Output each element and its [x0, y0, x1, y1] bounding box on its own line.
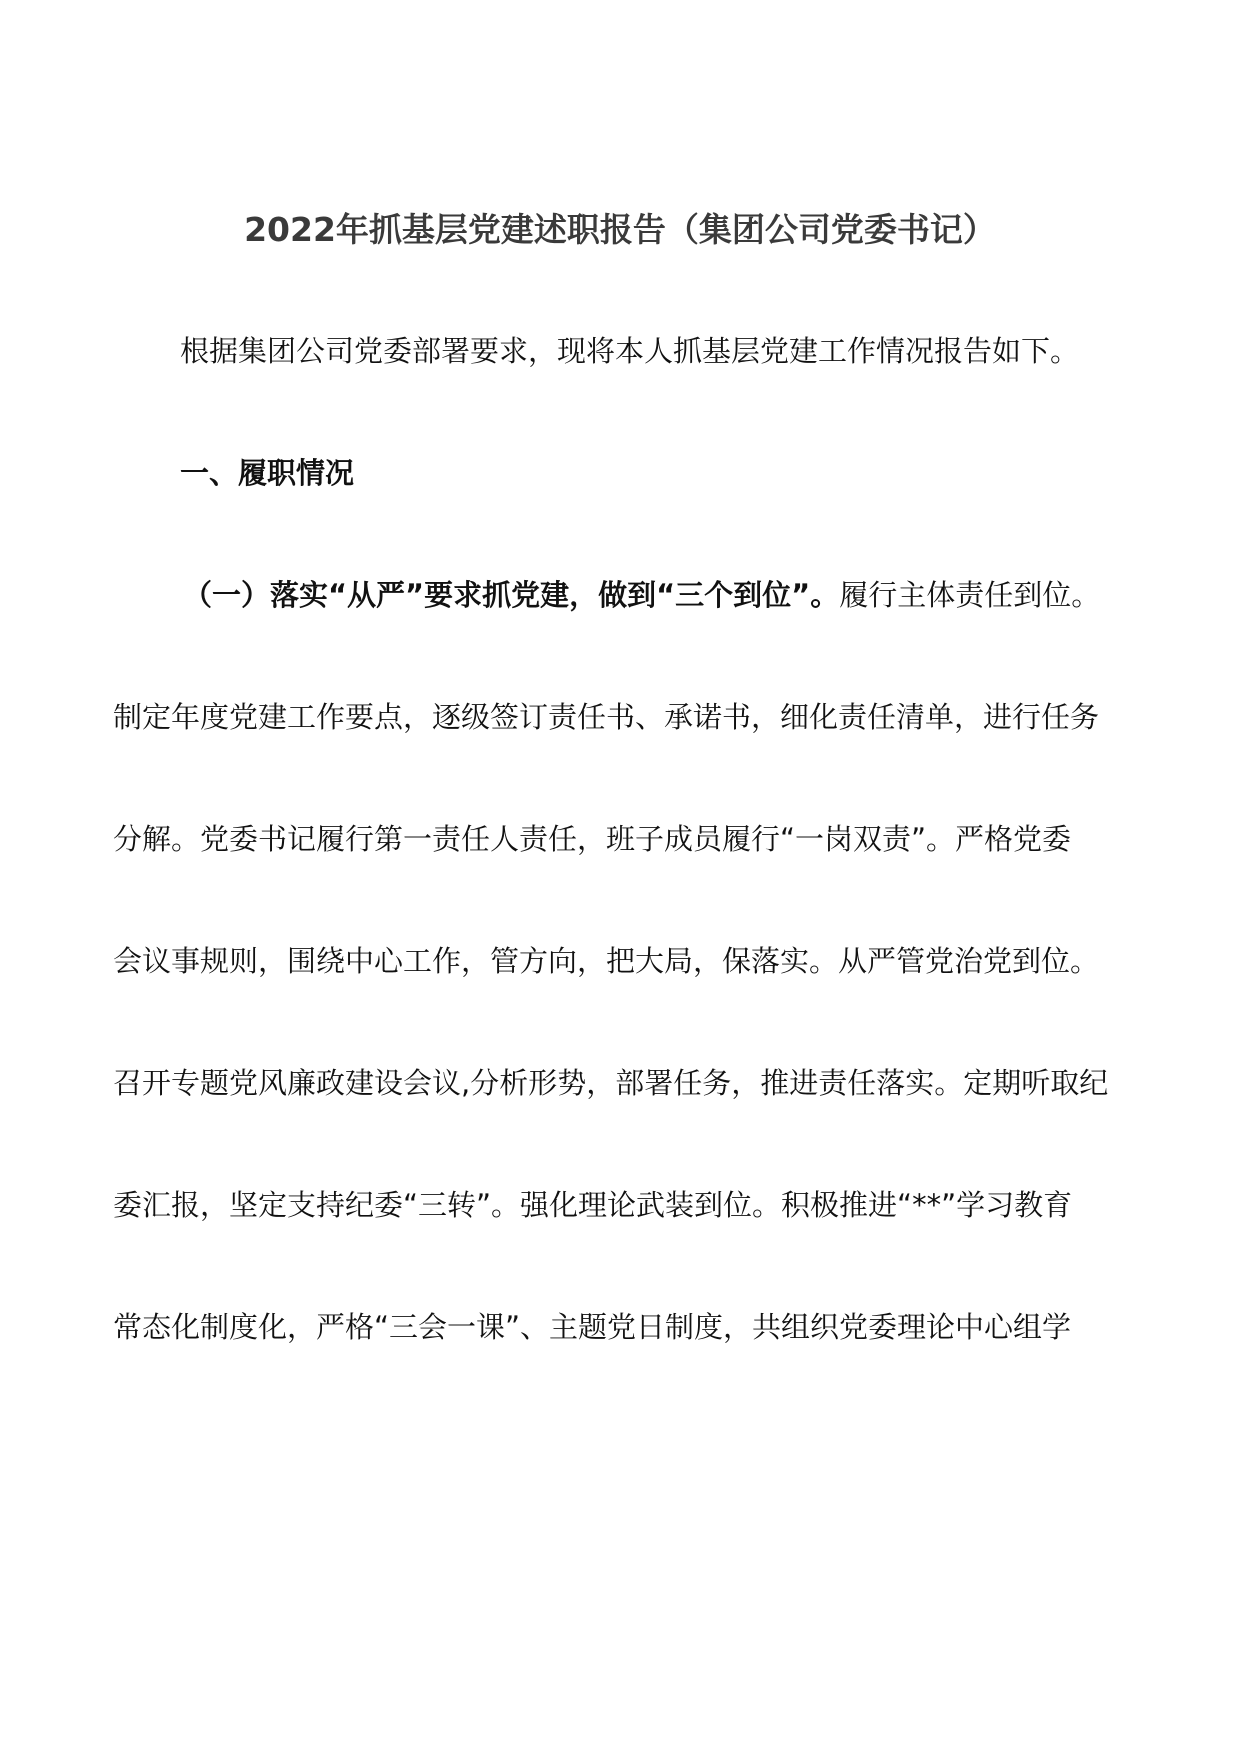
document-title: 2022年抓基层党建述职报告（集团公司党委书记） — [244, 210, 996, 249]
intro-paragraph: 根据集团公司党委部署要求，现将本人抓基层党建工作情况报告如下。 — [180, 334, 1080, 368]
body-line: 制定年度党建工作要点，逐级签订责任书、承诺书，细化责任清单，进行任务 — [113, 700, 1100, 734]
body-line: 分解。党委书记履行第一责任人责任，班子成员履行“一岗双责”。严格党委 — [113, 822, 1072, 856]
section-heading-1: 一、履职情况 — [180, 456, 355, 490]
subsection-first-line-text: 履行主体责任到位。 — [839, 578, 1101, 612]
body-line: 召开专题党风廉政建设会议,分析形势，部署任务，推进责任落实。定期听取纪 — [113, 1066, 1109, 1100]
body-line: 常态化制度化，严格“三会一课”、主题党日制度，共组织党委理论中心组学 — [113, 1310, 1072, 1344]
subsection-heading: （一）落实“从严”要求抓党建，做到“三个到位”。 — [183, 578, 840, 612]
body-line: 会议事规则，围绕中心工作，管方向，把大局，保落实。从严管党治党到位。 — [113, 944, 1100, 978]
subsection-first-line — [183, 575, 1100, 615]
body-line: 委汇报，坚定支持纪委“三转”。强化理论武装到位。积极推进“**”学习教育 — [113, 1188, 1073, 1222]
